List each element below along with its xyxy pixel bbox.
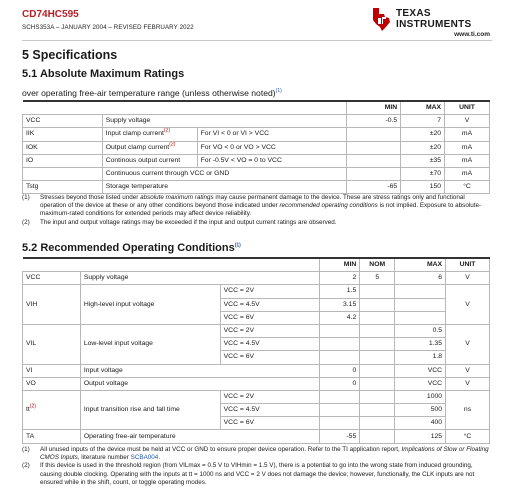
max-cell <box>395 311 446 324</box>
col-nom: NOM <box>360 258 395 272</box>
min-cell: -65 <box>347 181 401 194</box>
table-header-row <box>23 258 490 272</box>
footnote-ref[interactable]: (1) <box>234 242 241 249</box>
parameter-cell <box>102 141 197 154</box>
min-cell <box>320 338 360 351</box>
symbol-text: VIL <box>26 340 37 348</box>
page-header <box>22 6 502 42</box>
note-1 <box>22 194 490 219</box>
condition-cell: VCC = 2V <box>220 324 320 337</box>
max-cell: 500 <box>395 404 446 417</box>
note-text: may cause permanent damage to the device. These are stress ratings only and functional operation of the device at these or any other conditions beyond those indicated under <box>40 194 465 210</box>
footnote-ref[interactable]: (2) <box>29 403 36 410</box>
note-key: (2) <box>22 218 30 226</box>
texas-state-icon <box>370 6 392 32</box>
table-row <box>23 285 490 298</box>
condition-cell: VCC = 6V <box>220 351 320 364</box>
brand-line-2: INSTRUMENTS <box>396 19 472 30</box>
table-row <box>23 430 490 443</box>
note-text: , literature number <box>77 454 131 462</box>
nom-cell <box>360 285 395 298</box>
website-link[interactable]: www.ti.com <box>454 31 490 38</box>
symbol-cell: VI <box>23 364 81 377</box>
table-row <box>23 181 490 194</box>
col-min: MIN <box>347 101 401 115</box>
max-cell: 6 <box>395 272 446 285</box>
brand-line-1: TEXAS <box>396 8 431 19</box>
min-cell <box>320 404 360 417</box>
min-cell <box>320 417 360 430</box>
min-cell <box>347 167 401 180</box>
condition-cell: For -0.5V < VO = 0 to VCC <box>197 154 347 167</box>
parameter-cell: Storage temperature <box>102 181 347 194</box>
max-cell <box>395 298 446 311</box>
parameter-cell <box>102 128 197 141</box>
min-cell: -55 <box>320 430 360 443</box>
min-cell: 0 <box>320 377 360 390</box>
table-row <box>23 154 490 167</box>
table-row <box>23 324 490 337</box>
max-cell: 7 <box>401 115 445 128</box>
min-cell: 4.2 <box>320 311 360 324</box>
min-cell <box>347 128 401 141</box>
nom-cell <box>360 338 395 351</box>
symbol-cell: VCC <box>23 115 103 128</box>
table-row <box>23 377 490 390</box>
col-min: MIN <box>320 258 360 272</box>
unit-cell: V <box>446 272 490 285</box>
col-max: MAX <box>401 101 445 115</box>
parameter-cell: Supply voltage <box>102 115 347 128</box>
min-cell <box>320 351 360 364</box>
parameter-text: Input clamp current <box>105 130 164 138</box>
parameter-cell: Low-level input voltage <box>80 324 220 364</box>
note-text: . <box>158 454 161 462</box>
symbol-text: VIH <box>26 300 38 308</box>
min-cell: 0 <box>320 364 360 377</box>
parameter-text: Continous output current <box>105 156 181 164</box>
parameter-cell: Supply voltage <box>80 272 320 285</box>
unit-cell: V <box>446 285 490 325</box>
table-row <box>23 364 490 377</box>
condition-cell: For VI < 0 or VI > VCC <box>197 128 347 141</box>
condition-cell: VCC = 4.5V <box>220 404 320 417</box>
condition-cell: VCC = 2V <box>220 285 320 298</box>
unit-cell: V <box>446 364 490 377</box>
min-cell: 1.5 <box>320 285 360 298</box>
parameter-cell: Operating free-air temperature <box>80 430 320 443</box>
symbol-cell <box>23 324 81 364</box>
unit-cell: mA <box>445 128 490 141</box>
symbol-cell: IOK <box>23 141 103 154</box>
note-key: (2) <box>22 462 30 470</box>
symbol-cell: IIK <box>23 128 103 141</box>
min-cell <box>347 141 401 154</box>
symbol-cell: VCC <box>23 272 81 285</box>
symbol-cell <box>23 390 81 430</box>
section-title: 5 Specifications <box>22 48 118 62</box>
parameter-cell: Continuous current through VCC or GND <box>102 167 347 180</box>
max-cell: 150 <box>401 181 445 194</box>
max-cell <box>395 285 446 298</box>
footnote-ref[interactable]: (2) <box>163 128 171 135</box>
parameter-cell: Input transition rise and fall time <box>80 390 220 430</box>
min-cell <box>320 324 360 337</box>
rec-op-title <box>22 242 241 254</box>
note-text: is not implied. Exposure to absolute-maximum-rated conditions for extended periods may affect device reliability. <box>40 202 482 218</box>
parameter-cell: Output voltage <box>80 377 320 390</box>
symbol-cell <box>23 285 81 325</box>
parameter-text: Output clamp current <box>105 143 170 151</box>
condition-cell: VCC = 4.5V <box>220 298 320 311</box>
document-number: SCHS353A – JANUARY 2004 – REVISED FEBRUARY 2022 <box>22 24 194 31</box>
footnote-ref[interactable]: (2) <box>169 141 176 148</box>
symbol-cell <box>23 167 103 180</box>
unit-cell: mA <box>445 154 490 167</box>
note-2 <box>22 219 490 227</box>
condition-cell: VCC = 6V <box>220 311 320 324</box>
nom-cell <box>360 430 395 443</box>
note-2 <box>22 462 490 487</box>
nom-cell <box>360 377 395 390</box>
col-max: MAX <box>395 258 446 272</box>
condition-cell: VCC = 2V <box>220 390 320 403</box>
col-unit: UNIT <box>445 101 490 115</box>
max-cell: VCC <box>395 377 446 390</box>
rec-op-notes <box>22 446 490 487</box>
note-key: (1) <box>22 194 30 201</box>
min-cell: -0.5 <box>347 115 401 128</box>
max-cell: 1000 <box>395 390 446 403</box>
table-row <box>23 115 490 128</box>
symbol-text: tt <box>26 406 30 414</box>
table-header-row <box>23 101 490 115</box>
table-row <box>23 141 490 154</box>
note-text: The input and output voltage ratings may be exceeded if the input and output current ratings are observed. <box>40 218 337 226</box>
nom-cell <box>360 351 395 364</box>
min-cell: 2 <box>320 272 360 285</box>
abs-subtitle-text: over operating free-air temperature range (unless otherwise noted) <box>22 88 276 98</box>
abs-max-notes <box>22 194 490 227</box>
condition-cell: For VO < 0 or VO > VCC <box>197 141 347 154</box>
nom-cell <box>360 298 395 311</box>
note-text: If this device is used in the threshold region (from VILmax = 0.5 V to VIHmin = 1.5 V), there is a potential to go into the wrong state from induced grounding, causing double clocking. Operating with the inputs at tt = 1000 ns and VCC = 2 V does not damage the device; however, functionally, the CLK inputs are not ensured while in the shift, count, or toggle operating modes. <box>40 462 475 486</box>
symbol-cell: VO <box>23 377 81 390</box>
nom-cell <box>360 417 395 430</box>
abs-max-subtitle <box>22 88 282 98</box>
unit-cell: °C <box>446 430 490 443</box>
footnote-ref[interactable]: (1) <box>275 88 282 95</box>
parameter-cell <box>102 154 197 167</box>
max-cell: ±70 <box>401 167 445 180</box>
table-row <box>23 128 490 141</box>
symbol-cell: TA <box>23 430 81 443</box>
table-row <box>23 390 490 403</box>
scba004-link[interactable]: SCBA004 <box>130 454 159 462</box>
note-text: All unused inputs of the device must be held at VCC or GND to ensure proper device operation. Refer to the TI application report, <box>40 446 402 453</box>
nom-cell <box>360 390 395 403</box>
unit-cell: V <box>446 324 490 364</box>
nom-cell <box>360 311 395 324</box>
unit-cell: mA <box>445 141 490 154</box>
note-1 <box>22 446 490 462</box>
unit-cell: °C <box>445 181 490 194</box>
note-text: absolute maximum ratings <box>140 194 214 201</box>
symbol-cell: Tstg <box>23 181 103 194</box>
max-cell: 0.5 <box>395 324 446 337</box>
nom-cell <box>360 404 395 417</box>
abs-max-table <box>22 100 490 194</box>
note-text: Stresses beyond those listed under <box>40 194 141 201</box>
nom-cell <box>360 364 395 377</box>
nom-cell: 5 <box>360 272 395 285</box>
abs-max-title: 5.1 Absolute Maximum Ratings <box>22 68 185 80</box>
note-text: recommended operating conditions <box>279 202 378 210</box>
condition-cell: VCC = 4.5V <box>220 338 320 351</box>
min-cell: 3.15 <box>320 298 360 311</box>
unit-cell: V <box>446 377 490 390</box>
max-cell: 400 <box>395 417 446 430</box>
max-cell: 1.8 <box>395 351 446 364</box>
symbol-cell: IO <box>23 154 103 167</box>
max-cell: 125 <box>395 430 446 443</box>
max-cell: ±20 <box>401 141 445 154</box>
table-row <box>23 272 490 285</box>
rec-title-text: 5.2 Recommended Operating Conditions <box>22 242 235 254</box>
parameter-cell: Input voltage <box>80 364 320 377</box>
rec-op-table <box>22 257 490 444</box>
min-cell <box>347 154 401 167</box>
col-unit: UNIT <box>446 258 490 272</box>
note-key: (1) <box>22 446 30 453</box>
unit-cell: ns <box>446 390 490 430</box>
min-cell <box>320 390 360 403</box>
max-cell: ±35 <box>401 154 445 167</box>
table-row <box>23 167 490 180</box>
condition-cell: VCC = 6V <box>220 417 320 430</box>
unit-cell: V <box>445 115 490 128</box>
max-cell: 1.35 <box>395 338 446 351</box>
part-number: CD74HC595 <box>22 9 79 20</box>
note-text: Implications of Slow or Floating CMOS Inputs <box>40 446 489 462</box>
max-cell: VCC <box>395 364 446 377</box>
parameter-cell: High-level input voltage <box>80 285 220 325</box>
unit-cell: mA <box>445 167 490 180</box>
nom-cell <box>360 324 395 337</box>
header-divider <box>22 40 492 41</box>
max-cell: ±20 <box>401 128 445 141</box>
